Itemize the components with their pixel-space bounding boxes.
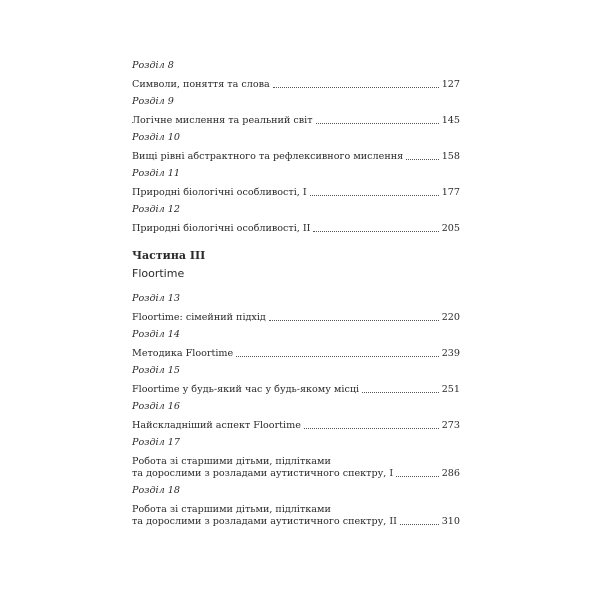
toc-entry-chapter-8 — [132, 60, 460, 91]
chapter-label: Розділ 15 — [132, 365, 180, 376]
leader-dots — [304, 427, 439, 429]
page-number: 286 — [441, 468, 460, 479]
toc-entry-chapter-14 — [132, 329, 460, 360]
chapter-title — [132, 504, 397, 528]
part-heading — [132, 249, 460, 281]
page-number: 177 — [441, 187, 460, 198]
leader-dots — [310, 194, 439, 196]
toc-entry[interactable] — [132, 384, 460, 396]
toc-entry-chapter-10 — [132, 132, 460, 163]
page-number: 145 — [441, 115, 460, 126]
chapter-label: Розділ 11 — [132, 168, 180, 179]
leader-dots — [269, 319, 439, 321]
toc-entry-chapter-9 — [132, 96, 460, 127]
chapter-label: Розділ 9 — [132, 96, 174, 107]
toc-entry[interactable] — [132, 312, 460, 324]
leader-dots — [400, 523, 439, 525]
toc-entry[interactable] — [132, 115, 460, 127]
chapter-title: Floortime: сімейний підхід — [132, 312, 266, 323]
page-number: 251 — [441, 384, 460, 395]
chapter-title-line-1: Робота зі старшими дітьми, підлітками — [132, 456, 331, 467]
toc-entry-chapter-11 — [132, 168, 460, 199]
toc-entry-chapter-16 — [132, 401, 460, 432]
chapter-label: Розділ 18 — [132, 485, 180, 496]
chapter-label: Розділ 12 — [132, 204, 180, 215]
page-number: 205 — [441, 223, 460, 234]
toc-entry[interactable] — [132, 456, 460, 480]
leader-dots — [406, 158, 439, 160]
toc-entry-chapter-17 — [132, 437, 460, 480]
leader-dots — [313, 230, 438, 232]
chapter-title-line-2: та дорослими з розладами аутистичного спектру, І — [132, 468, 394, 479]
toc-entry[interactable] — [132, 151, 460, 163]
chapter-label: Розділ 14 — [132, 329, 180, 340]
page-number: 127 — [441, 79, 460, 90]
chapter-title-line-1: Робота зі старшими дітьми, підлітками — [132, 504, 331, 515]
toc-entry-chapter-12 — [132, 204, 460, 235]
chapter-label: Розділ 17 — [132, 437, 180, 448]
leader-dots — [316, 122, 439, 124]
chapter-title: Природні біологічні особливості, І — [132, 187, 307, 198]
chapter-title: Методика Floortime — [132, 348, 234, 359]
chapter-label: Розділ 13 — [132, 293, 180, 304]
page-number: 310 — [441, 516, 460, 527]
page-number: 220 — [441, 312, 460, 323]
chapter-title: Логічне мислення та реальний світ — [132, 115, 313, 126]
chapter-label: Розділ 8 — [132, 60, 174, 71]
page-number: 273 — [441, 420, 460, 431]
toc-entry-chapter-13 — [132, 293, 460, 324]
toc-entry-chapter-18 — [132, 485, 460, 528]
page-number: 158 — [441, 151, 460, 162]
chapter-title: Природні біологічні особливості, ІІ — [132, 223, 311, 234]
leader-dots — [236, 355, 438, 357]
table-of-contents — [132, 60, 460, 533]
toc-entry[interactable] — [132, 348, 460, 360]
chapter-label: Розділ 16 — [132, 401, 180, 412]
toc-entry[interactable] — [132, 504, 460, 528]
toc-entry[interactable] — [132, 420, 460, 432]
toc-entry[interactable] — [132, 79, 460, 91]
chapter-title: Floortime у будь-який час у будь-якому місці — [132, 384, 360, 395]
chapter-title-line-2: та дорослими з розладами аутистичного спектру, ІІ — [132, 516, 397, 527]
part-title: Floortime — [132, 267, 185, 280]
leader-dots — [396, 475, 439, 477]
chapter-title: Найскладніший аспект Floortime — [132, 420, 301, 431]
chapter-title: Вищі рівні абстрактного та рефлексивного мислення — [132, 151, 404, 162]
chapter-title — [132, 456, 393, 480]
chapter-label: Розділ 10 — [132, 132, 180, 143]
leader-dots — [273, 86, 439, 88]
leader-dots — [362, 391, 439, 393]
toc-entry[interactable] — [132, 223, 460, 235]
page-number: 239 — [441, 348, 460, 359]
part-label: Частина ІІІ — [132, 249, 206, 262]
toc-entry-chapter-15 — [132, 365, 460, 396]
chapter-title: Символи, поняття та слова — [132, 79, 270, 90]
toc-entry[interactable] — [132, 187, 460, 199]
